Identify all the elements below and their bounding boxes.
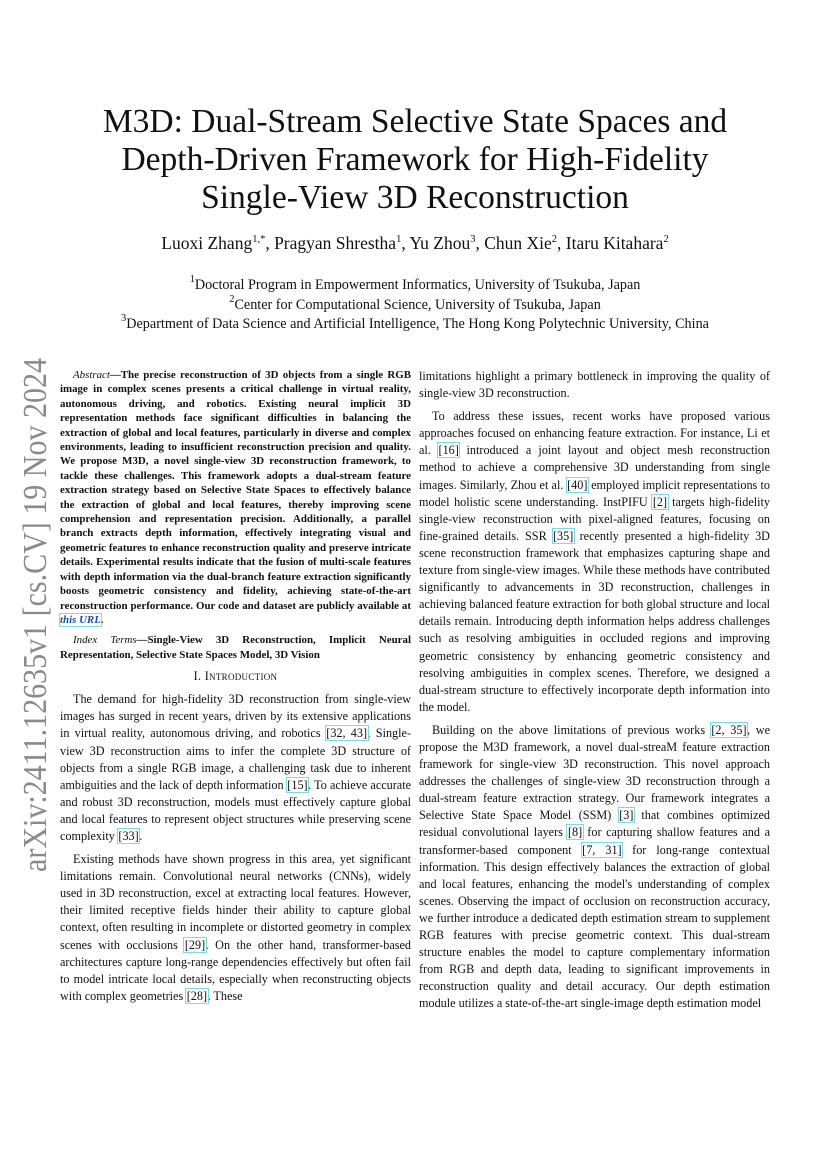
paragraph-text: Existing methods have shown progress in this area, yet significant limitations remain. Convolutional neural networks (CNNs), widely used in 3D reconstruction, excel at extracting local features. However, their limited receptive fields hinder their ability to capture global context, often resulting in incomplete or distorted geometry in complex scenes with occlusions bbox=[60, 852, 411, 952]
section-heading-introduction bbox=[60, 668, 411, 685]
arxiv-identifier-stamp bbox=[4, 355, 60, 875]
citation-link[interactable]: [2] bbox=[652, 494, 668, 509]
citation-link[interactable]: [33] bbox=[118, 828, 139, 843]
author-name: Itaru Kitahara bbox=[565, 233, 664, 253]
citation-link[interactable]: [8] bbox=[567, 825, 583, 840]
left-column bbox=[60, 368, 411, 1005]
paragraph-text: . bbox=[139, 828, 143, 843]
affiliation-text: Center for Computational Science, University of Tsukuba, Japan bbox=[234, 296, 601, 313]
abstract bbox=[60, 368, 411, 627]
affiliation-mark: 2 bbox=[229, 293, 235, 305]
paragraph-text: Building on the above limitations of previous works bbox=[432, 722, 711, 737]
index-terms-text: —Single-View 3D Reconstruction, Implicit Neural Representation, Selective State Spaces Model, 3D Vision bbox=[60, 634, 411, 661]
body-paragraph bbox=[60, 851, 411, 1005]
paragraph-text: for capturing shallow features and a transformer-based component bbox=[419, 825, 770, 857]
right-column bbox=[419, 368, 770, 1012]
citation-link[interactable]: [15] bbox=[287, 777, 308, 792]
author-name: Chun Xie bbox=[484, 233, 552, 253]
affiliation bbox=[60, 315, 770, 335]
section-title: Introduction bbox=[204, 669, 278, 684]
paragraph-text: for long-range contextual information. This design effectively balances the extraction of global and local features, enhancing the model's understanding of complex scenes. Observing the impact of occlusion on reconstruction accuracy, we further introduce a dedicated depth estimation stream to supplement RGB features with precise geometric context. This dual-stream structure enables the model to capture complementary information from RGB and depth data, leading to significant improvements in reconstruction quality and detail accuracy. Our depth estimation module utilizes a state-of-the-art single-image depth estimation model bbox=[419, 842, 770, 1011]
paragraph-text: The demand for high-fidelity 3D reconstruction from single-view images has surged in recent years, driven by its extensive applications in virtual reality, autonomous driving, and robotics bbox=[60, 692, 411, 741]
body-paragraph bbox=[60, 691, 411, 845]
paragraph-text: limitations highlight a primary bottleneck in improving the quality of single-view 3D reconstruction. bbox=[419, 369, 770, 401]
abstract-text: —The precise reconstruction of 3D objects from a single RGB image in complex scenes presents a critical challenge in virtual reality, autonomous driving, and robotics. Existing neural implicit 3D representation methods face significant difficulties in balancing the extraction of global and local features, particularly in diverse and complex environments, leading to insufficient reconstruction precision and quality. We propose M3D, a novel single-view 3D reconstruction framework, to tackle these challenges. This framework adopts a dual-stream feature extraction strategy based on Selective State Spaces to effectively balance the extraction of global and local features, thereby improving scene comprehension and representation precision. Additionally, a parallel branch extracts depth information, effectively integrating visual and geometric features to enhance reconstruction quality and preserve intricate details. Experimental results indicate that the fusion of multi-scale features with depth information via the dual-branch feature extraction significantly boosts geometric consistency and fidelity, achieving state-of-the-art reconstruction performance. Our code and dataset are publicly available at bbox=[60, 369, 411, 612]
author-affiliation-mark: 2 bbox=[551, 234, 558, 245]
affiliation-text: Doctoral Program in Empowerment Informatics, University of Tsukuba, Japan bbox=[194, 277, 641, 293]
paragraph-text: . These bbox=[207, 988, 243, 1003]
affiliation bbox=[60, 276, 770, 296]
paragraph-text: To address these issues, recent works have proposed various approaches focused on enhancing feature extraction. For instance, Li et al. bbox=[419, 409, 770, 458]
paragraph-text: . Single-view 3D reconstruction aims to infer the complete 3D structure of objects from a single RGB image, a challenging task due to inherent ambiguities and the lack of depth information bbox=[60, 726, 412, 792]
affiliation-text: Department of Data Science and Artificial Intelligence, The Hong Kong Polytechnic University, China bbox=[126, 316, 709, 332]
affiliation bbox=[60, 293, 770, 316]
index-terms bbox=[60, 633, 411, 662]
body-paragraph bbox=[419, 408, 770, 716]
section-number: I. bbox=[193, 669, 205, 684]
code-url-link[interactable]: this URL bbox=[60, 613, 101, 626]
citation-link[interactable]: [16] bbox=[438, 443, 459, 458]
arxiv-stamp-text: arXiv:2411.12635v1 [cs.CV] 19 Nov 2024 bbox=[17, 355, 54, 872]
paragraph-text: employed implicit representations to model holistic scene understanding. InstPIFU bbox=[419, 477, 770, 509]
affiliation-mark: 3 bbox=[121, 313, 127, 324]
citation-link[interactable]: [32, 43] bbox=[326, 726, 368, 741]
author-affiliation-mark: 3 bbox=[470, 234, 476, 245]
author-list: Luoxi Zhang$^{1,*}$, Pragyan Shrestha$^1$, Yu Zhou$^3$, Chun Xie$^2$, Itaru Kitahara$^2$ bbox=[161, 233, 669, 253]
author-name: Yu Zhou bbox=[409, 233, 471, 253]
title-line: M3D: Dual-Stream Selective State Spaces and bbox=[102, 103, 728, 140]
paragraph-text: that combines optimized residual convolutional layers bbox=[419, 808, 770, 840]
citation-link[interactable]: [29] bbox=[184, 937, 206, 952]
index-terms-label: Index Terms bbox=[73, 634, 137, 647]
paragraph-text: introduced a joint layout and object mesh reconstruction method to achieve a comprehensive 3D understanding from single images. Similarly, Zhou et al. bbox=[419, 443, 770, 492]
paragraph-text: . To achieve accurate and robust 3D reconstruction, models must effectively capture global and local features to represent object structures while preserving scene complexity bbox=[60, 777, 412, 843]
citation-link[interactable]: [2, 35] bbox=[711, 722, 747, 737]
paper-title bbox=[60, 103, 770, 217]
abstract-end: . bbox=[100, 613, 104, 626]
citation-link[interactable]: [40] bbox=[567, 477, 588, 492]
citation-link[interactable]: [7, 31] bbox=[582, 842, 622, 857]
author-affiliation-mark: 2 bbox=[663, 234, 669, 245]
paragraph-text: . On the other hand, transformer-based architectures capture long-range dependencies effectively but often fail to model intricate local details, especially when reconstructing objects with complex geometries bbox=[60, 937, 411, 1003]
paragraph-text: , we propose the M3D framework, a novel dual-streaM feature extraction framework for single-view 3D reconstruction. This novel approach addresses the challenges of single-view 3D reconstruction through a dual-stream feature extraction strategy. Our framework integrates a Selective State Space Model (SSM) bbox=[419, 722, 770, 823]
author-name: Luoxi Zhang bbox=[161, 233, 253, 253]
citation-link[interactable]: [3] bbox=[619, 808, 634, 823]
body-paragraph bbox=[419, 722, 770, 1013]
title-line: Depth-Driven Framework for High-Fidelity bbox=[121, 141, 709, 178]
author-name: Pragyan Shrestha bbox=[274, 233, 397, 253]
citation-link[interactable]: [28] bbox=[186, 988, 208, 1003]
author-affiliation-mark: 1 bbox=[396, 234, 402, 245]
author-affiliation-mark: 1,* bbox=[252, 234, 266, 245]
affiliation-list bbox=[60, 276, 770, 335]
abstract-label: Abstract bbox=[73, 369, 110, 381]
body-paragraph bbox=[419, 368, 770, 402]
citation-link[interactable]: [35] bbox=[553, 528, 574, 543]
paragraph-text: targets high-fidelity single-view reconstruction with pixel-aligned features, focusing on fine-grained details. SSR bbox=[419, 494, 770, 543]
title-line: Single-View 3D Reconstruction bbox=[201, 179, 629, 216]
paragraph-text: recently presented a high-fidelity 3D scene reconstruction framework that emphasizes capturing shape and texture from single-view images. While these methods have contributed significantly to advancements in 3D reconstruction, challenges in achieving balanced feature extraction for both global structure and local details remain. Introducing depth information helps address challenges such as resolving ambiguities in occluded regions and improving geometric consistency by enhancing geometric consistency and resolving ambiguities in complex scenes. Therefore, we designed a dual-stream structure to effectively incorporate depth information into the model. bbox=[419, 528, 770, 714]
affiliation-mark: 1 bbox=[189, 274, 195, 285]
